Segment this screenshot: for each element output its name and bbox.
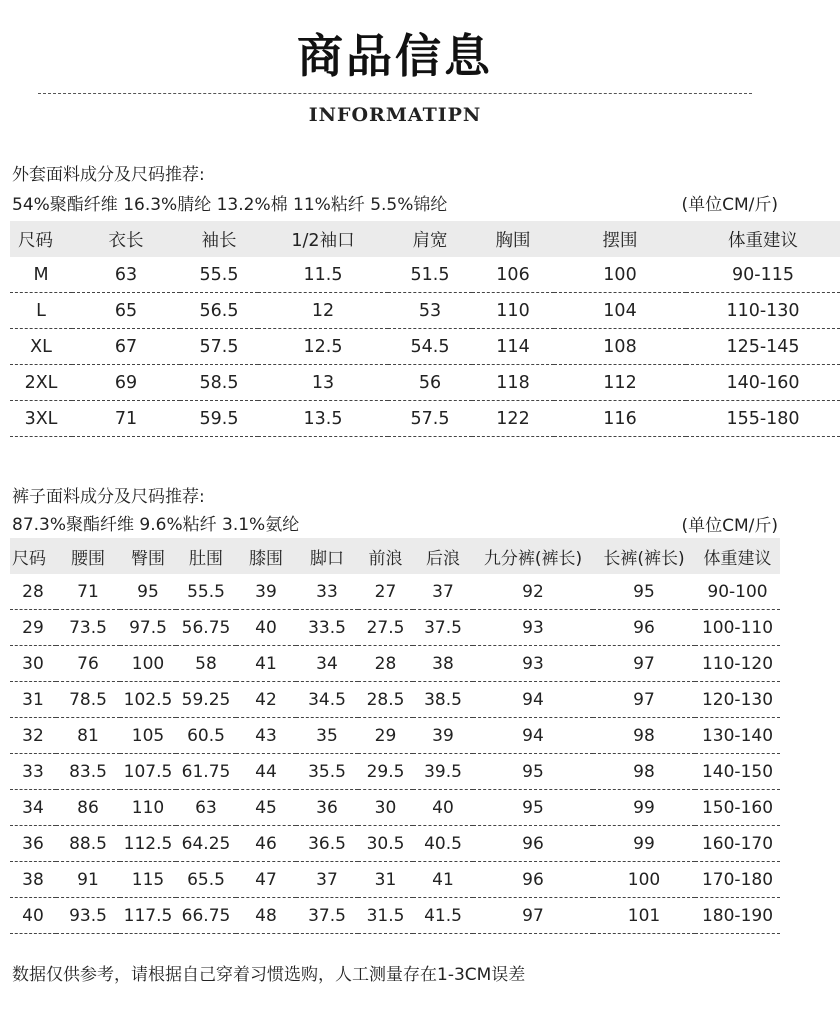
jacket-cell: 56.5 xyxy=(180,293,258,329)
pants-cell: 35 xyxy=(296,718,358,754)
jacket-cell: 2XL xyxy=(10,365,72,401)
pants-cell: 41 xyxy=(413,862,473,898)
pants-cell: 55.5 xyxy=(176,574,236,610)
pants-column-header: 尺码 xyxy=(12,548,46,569)
pants-cell: 31.5 xyxy=(358,898,413,934)
jacket-heading: 外套面料成分及尺码推荐: xyxy=(12,165,205,185)
pants-cell: 170-180 xyxy=(695,862,780,898)
pants-column-header: 体重建议 xyxy=(703,548,772,569)
jacket-cell: 53 xyxy=(388,293,472,329)
pants-cell: 33 xyxy=(10,754,56,790)
jacket-column-header: 胸围 xyxy=(495,230,531,251)
pants-cell: 56.75 xyxy=(176,610,236,646)
jacket-column-header: 摆围 xyxy=(602,230,638,251)
table-row xyxy=(10,826,780,862)
jacket-table-body xyxy=(10,257,840,437)
pants-cell: 45 xyxy=(236,790,296,826)
pants-cell: 86 xyxy=(56,790,120,826)
title-divider xyxy=(38,93,752,94)
pants-column-header: 臀围 xyxy=(131,548,165,569)
pants-cell: 93 xyxy=(473,610,593,646)
jacket-cell: 3XL xyxy=(10,401,72,437)
jacket-cell: 12 xyxy=(258,293,388,329)
pants-heading: 裤子面料成分及尺码推荐: xyxy=(12,487,205,507)
pants-cell: 96 xyxy=(473,826,593,862)
pants-size-table xyxy=(10,538,780,934)
pants-cell: 37.5 xyxy=(413,610,473,646)
jacket-size-table xyxy=(10,221,840,437)
jacket-column-header: 1/2袖口 xyxy=(291,230,355,251)
pants-cell: 28.5 xyxy=(358,682,413,718)
page-subtitle: INFORMATIPN xyxy=(308,104,482,126)
table-row xyxy=(10,682,780,718)
pants-cell: 30 xyxy=(10,646,56,682)
pants-cell: 37 xyxy=(296,862,358,898)
pants-cell: 115 xyxy=(120,862,176,898)
pants-cell: 94 xyxy=(473,718,593,754)
pants-cell: 117.5 xyxy=(120,898,176,934)
pants-cell: 40 xyxy=(236,610,296,646)
pants-cell: 29 xyxy=(358,718,413,754)
jacket-cell: 155-180 xyxy=(686,401,840,437)
pants-column-header: 后浪 xyxy=(426,548,460,569)
pants-cell: 64.25 xyxy=(176,826,236,862)
jacket-cell: 125-145 xyxy=(686,329,840,365)
pants-cell: 46 xyxy=(236,826,296,862)
pants-cell: 40 xyxy=(10,898,56,934)
table-row xyxy=(10,610,780,646)
pants-cell: 107.5 xyxy=(120,754,176,790)
jacket-header-row xyxy=(10,221,840,257)
pants-cell: 43 xyxy=(236,718,296,754)
jacket-cell: 65 xyxy=(72,293,180,329)
pants-table-header xyxy=(10,538,780,574)
pants-cell: 37 xyxy=(413,574,473,610)
pants-cell: 38.5 xyxy=(413,682,473,718)
pants-cell: 97 xyxy=(593,682,695,718)
pants-cell: 37.5 xyxy=(296,898,358,934)
table-row xyxy=(10,862,780,898)
pants-cell: 35.5 xyxy=(296,754,358,790)
pants-cell: 27.5 xyxy=(358,610,413,646)
jacket-cell: 122 xyxy=(472,401,554,437)
pants-cell: 41 xyxy=(236,646,296,682)
table-row xyxy=(10,574,780,610)
pants-cell: 40 xyxy=(413,790,473,826)
pants-cell: 60.5 xyxy=(176,718,236,754)
pants-cell: 98 xyxy=(593,754,695,790)
jacket-cell: 112 xyxy=(554,365,686,401)
pants-column-header: 九分裤(裤长) xyxy=(483,548,583,569)
pants-cell: 39 xyxy=(413,718,473,754)
pants-cell: 99 xyxy=(593,790,695,826)
jacket-column-header: 衣长 xyxy=(108,230,144,251)
jacket-column-header: 袖长 xyxy=(201,230,237,251)
pants-cell: 27 xyxy=(358,574,413,610)
pants-cell: 95 xyxy=(593,574,695,610)
jacket-composition: 54%聚酯纤维 16.3%腈纶 13.2%棉 11%粘纤 5.5%锦纶 xyxy=(12,195,448,215)
pants-cell: 97 xyxy=(593,646,695,682)
jacket-cell: 51.5 xyxy=(388,257,472,293)
jacket-cell: 12.5 xyxy=(258,329,388,365)
table-row xyxy=(10,365,840,401)
pants-cell: 160-170 xyxy=(695,826,780,862)
table-row xyxy=(10,898,780,934)
pants-cell: 36.5 xyxy=(296,826,358,862)
pants-cell: 42 xyxy=(236,682,296,718)
pants-cell: 34 xyxy=(10,790,56,826)
jacket-column-header: 体重建议 xyxy=(728,230,798,251)
pants-cell: 94 xyxy=(473,682,593,718)
pants-cell: 112.5 xyxy=(120,826,176,862)
table-row xyxy=(10,790,780,826)
pants-cell: 30 xyxy=(358,790,413,826)
pants-cell: 83.5 xyxy=(56,754,120,790)
jacket-cell: 67 xyxy=(72,329,180,365)
jacket-cell: 57.5 xyxy=(388,401,472,437)
jacket-cell: 11.5 xyxy=(258,257,388,293)
pants-cell: 140-150 xyxy=(695,754,780,790)
pants-cell: 95 xyxy=(473,790,593,826)
pants-cell: 71 xyxy=(56,574,120,610)
pants-column-header: 腰围 xyxy=(71,548,105,569)
jacket-cell: 108 xyxy=(554,329,686,365)
pants-cell: 34 xyxy=(296,646,358,682)
pants-unit: (单位CM/斤) xyxy=(681,516,778,536)
jacket-cell: 58.5 xyxy=(180,365,258,401)
pants-cell: 88.5 xyxy=(56,826,120,862)
jacket-cell: 13 xyxy=(258,365,388,401)
pants-cell: 97.5 xyxy=(120,610,176,646)
pants-cell: 41.5 xyxy=(413,898,473,934)
jacket-cell: 116 xyxy=(554,401,686,437)
jacket-cell: 106 xyxy=(472,257,554,293)
pants-cell: 59.25 xyxy=(176,682,236,718)
jacket-cell: 110-130 xyxy=(686,293,840,329)
jacket-column-header: 尺码 xyxy=(18,230,53,251)
table-row xyxy=(10,754,780,790)
table-row xyxy=(10,293,840,329)
jacket-cell: 100 xyxy=(554,257,686,293)
table-row xyxy=(10,401,840,437)
pants-cell: 47 xyxy=(236,862,296,898)
pants-table-body xyxy=(10,574,780,934)
pants-cell: 29 xyxy=(10,610,56,646)
jacket-cell: 63 xyxy=(72,257,180,293)
jacket-cell: 57.5 xyxy=(180,329,258,365)
pants-cell: 76 xyxy=(56,646,120,682)
pants-cell: 100 xyxy=(593,862,695,898)
pants-cell: 32 xyxy=(10,718,56,754)
pants-cell: 44 xyxy=(236,754,296,790)
pants-column-header: 脚口 xyxy=(310,548,344,569)
jacket-column-header: 肩宽 xyxy=(412,230,448,251)
pants-cell: 105 xyxy=(120,718,176,754)
pants-cell: 38 xyxy=(413,646,473,682)
table-row xyxy=(10,718,780,754)
footer-note: 数据仅供参考，请根据自己穿着习惯选购，人工测量存在1-3CM误差 xyxy=(12,965,526,985)
pants-cell: 66.75 xyxy=(176,898,236,934)
jacket-cell: 59.5 xyxy=(180,401,258,437)
jacket-cell: XL xyxy=(10,329,72,365)
pants-cell: 90-100 xyxy=(695,574,780,610)
pants-cell: 180-190 xyxy=(695,898,780,934)
pants-cell: 91 xyxy=(56,862,120,898)
pants-cell: 30.5 xyxy=(358,826,413,862)
pants-cell: 40.5 xyxy=(413,826,473,862)
jacket-cell: 104 xyxy=(554,293,686,329)
table-row xyxy=(10,257,840,293)
pants-cell: 31 xyxy=(10,682,56,718)
pants-cell: 33.5 xyxy=(296,610,358,646)
jacket-cell: 56 xyxy=(388,365,472,401)
jacket-cell: 71 xyxy=(72,401,180,437)
pants-cell: 63 xyxy=(176,790,236,826)
pants-cell: 120-130 xyxy=(695,682,780,718)
jacket-cell: 54.5 xyxy=(388,329,472,365)
pants-cell: 110 xyxy=(120,790,176,826)
jacket-unit: (单位CM/斤) xyxy=(681,195,778,215)
table-row xyxy=(10,329,840,365)
pants-cell: 93 xyxy=(473,646,593,682)
pants-column-header: 长裤(裤长) xyxy=(603,548,685,569)
pants-cell: 110-120 xyxy=(695,646,780,682)
jacket-cell: 55.5 xyxy=(180,257,258,293)
pants-cell: 39.5 xyxy=(413,754,473,790)
jacket-cell: L xyxy=(10,293,72,329)
pants-cell: 78.5 xyxy=(56,682,120,718)
pants-cell: 28 xyxy=(358,646,413,682)
jacket-cell: M xyxy=(10,257,72,293)
pants-cell: 96 xyxy=(473,862,593,898)
pants-cell: 102.5 xyxy=(120,682,176,718)
pants-cell: 33 xyxy=(296,574,358,610)
pants-cell: 95 xyxy=(473,754,593,790)
pants-cell: 65.5 xyxy=(176,862,236,898)
pants-cell: 36 xyxy=(296,790,358,826)
pants-cell: 29.5 xyxy=(358,754,413,790)
jacket-cell: 13.5 xyxy=(258,401,388,437)
table-row xyxy=(10,646,780,682)
pants-column-header: 膝围 xyxy=(249,548,283,569)
pants-cell: 95 xyxy=(120,574,176,610)
pants-column-header: 前浪 xyxy=(368,548,403,569)
pants-cell: 58 xyxy=(176,646,236,682)
pants-cell: 150-160 xyxy=(695,790,780,826)
pants-cell: 31 xyxy=(358,862,413,898)
pants-cell: 101 xyxy=(593,898,695,934)
pants-cell: 98 xyxy=(593,718,695,754)
pants-cell: 81 xyxy=(56,718,120,754)
pants-cell: 61.75 xyxy=(176,754,236,790)
jacket-cell: 140-160 xyxy=(686,365,840,401)
page-title: 商品信息 xyxy=(297,29,493,83)
pants-cell: 36 xyxy=(10,826,56,862)
pants-cell: 93.5 xyxy=(56,898,120,934)
jacket-cell: 69 xyxy=(72,365,180,401)
pants-cell: 97 xyxy=(473,898,593,934)
pants-cell: 48 xyxy=(236,898,296,934)
pants-cell: 130-140 xyxy=(695,718,780,754)
pants-cell: 34.5 xyxy=(296,682,358,718)
pants-cell: 73.5 xyxy=(56,610,120,646)
pants-composition: 87.3%聚酯纤维 9.6%粘纤 3.1%氨纶 xyxy=(12,515,300,535)
pants-cell: 38 xyxy=(10,862,56,898)
pants-cell: 99 xyxy=(593,826,695,862)
pants-column-header: 肚围 xyxy=(189,548,223,569)
pants-header-row xyxy=(10,538,780,574)
pants-cell: 96 xyxy=(593,610,695,646)
pants-cell: 28 xyxy=(10,574,56,610)
pants-cell: 100-110 xyxy=(695,610,780,646)
jacket-cell: 118 xyxy=(472,365,554,401)
jacket-cell: 110 xyxy=(472,293,554,329)
jacket-cell: 90-115 xyxy=(686,257,840,293)
pants-cell: 92 xyxy=(473,574,593,610)
pants-cell: 100 xyxy=(120,646,176,682)
jacket-table-header xyxy=(10,221,840,257)
pants-cell: 39 xyxy=(236,574,296,610)
jacket-cell: 114 xyxy=(472,329,554,365)
